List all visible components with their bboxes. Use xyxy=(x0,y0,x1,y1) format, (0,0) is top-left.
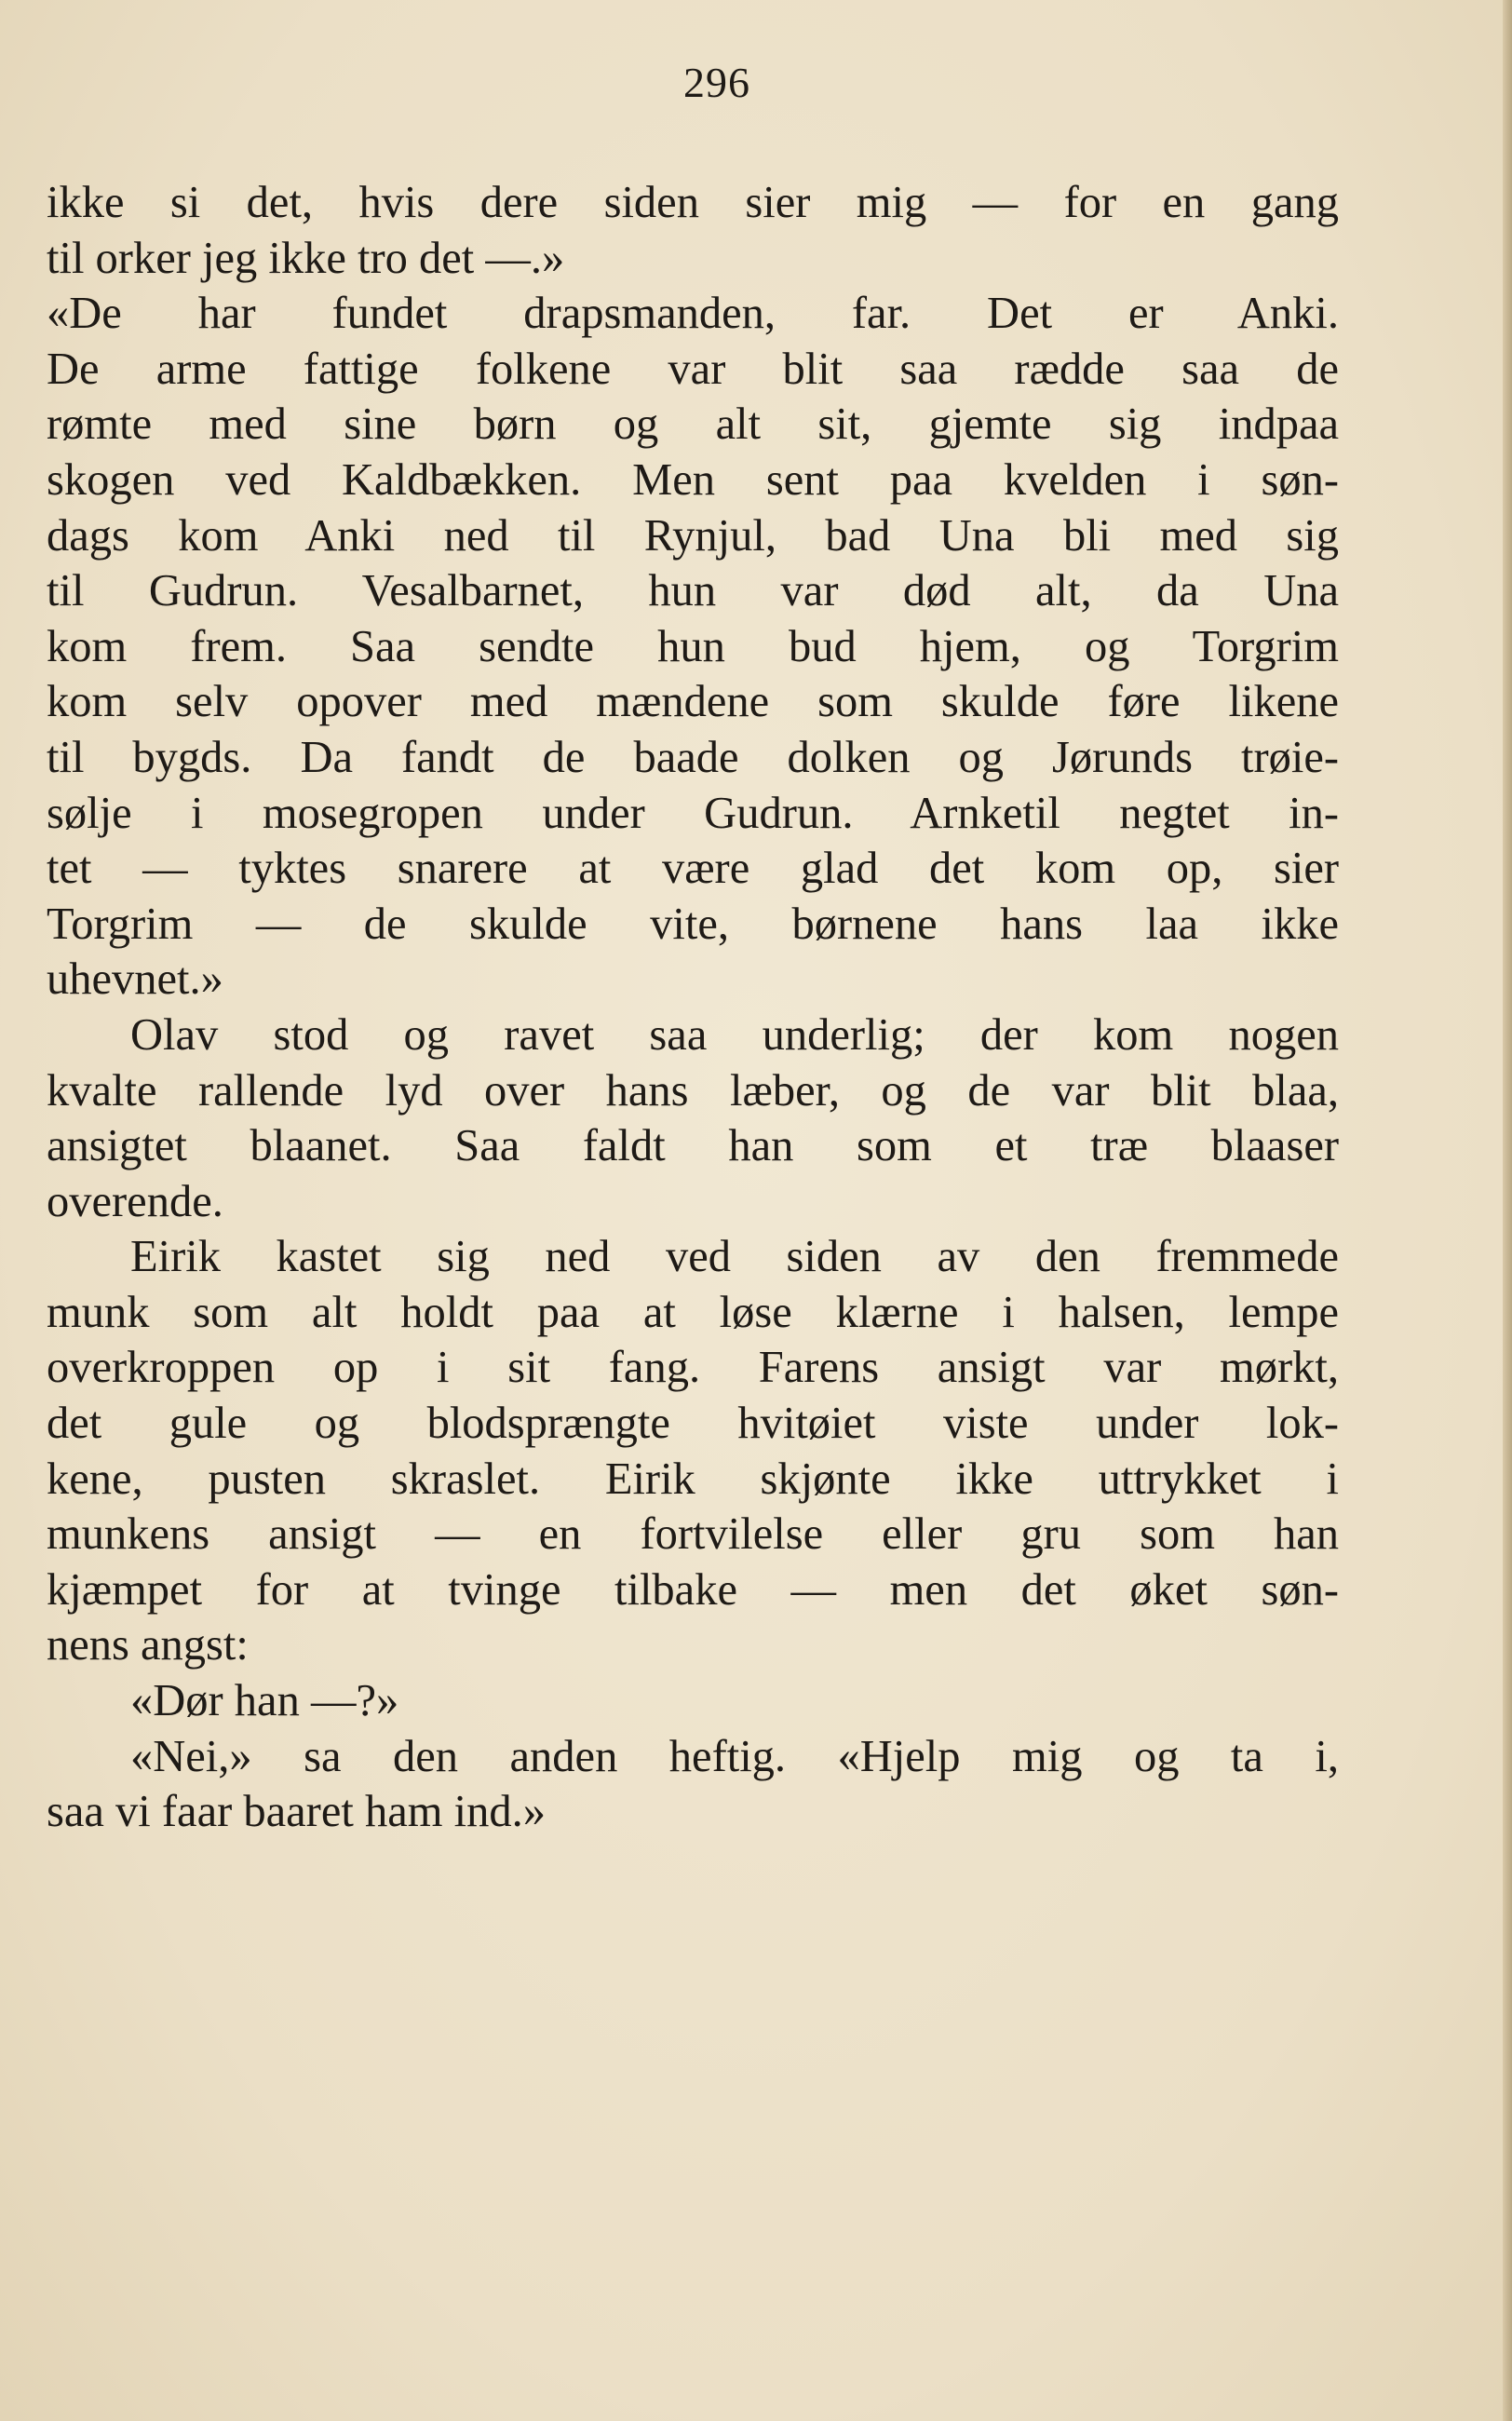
text-line: munkens ansigt — en fortvilelse eller gru som han xyxy=(47,1509,1339,1560)
text-line: «De har fundet drapsmanden, far. Det er Anki. xyxy=(47,289,1339,339)
text-line: sølje i mosegropen under Gudrun. Arnketil negtet in- xyxy=(47,788,1339,838)
body-text xyxy=(47,175,1339,1840)
text-line: overkroppen op i sit fang. Farens ansigt var mørkt, xyxy=(47,1343,1339,1393)
text-line: det gule og blodsprængte hvitøiet viste under lok- xyxy=(47,1399,1339,1449)
text-line: ansigtet blaanet. Saa faldt han som et træ blaaser xyxy=(47,1121,1339,1171)
text-line: nens angst: xyxy=(47,1620,249,1670)
text-line: «Nei,» sa den anden heftig. «Hjelp mig og ta i, xyxy=(130,1731,1339,1781)
text-line: overende. xyxy=(47,1176,223,1226)
text-line: ikke si det, hvis dere siden sier mig — for en gang xyxy=(47,178,1339,227)
text-line: rømte med sine børn og alt sit, gjemte sig indpaa xyxy=(47,399,1339,450)
text-line: til Gudrun. Vesalbarnet, hun var død alt, da Una xyxy=(47,566,1339,616)
text-line: uhevnet.» xyxy=(47,954,223,1005)
text-line: dags kom Anki ned til Rynjul, bad Una bli med sig xyxy=(47,510,1339,561)
text-line: Olav stod og ravet saa underlig; der kom nogen xyxy=(130,1009,1339,1060)
text-line: kom frem. Saa sendte hun bud hjem, og Torgrim xyxy=(47,621,1339,671)
text-line: skogen ved Kaldbækken. Men sent paa kvelden i søn- xyxy=(47,454,1339,505)
text-line: kjæmpet for at tvinge tilbake — men det øket søn- xyxy=(47,1564,1339,1615)
text-line: kvalte rallende lyd over hans læber, og de var blit blaa, xyxy=(47,1065,1339,1116)
page-edge xyxy=(1503,0,1512,2421)
text-line: «Dør han —?» xyxy=(130,1676,399,1726)
page-number: 296 xyxy=(683,59,750,106)
text-line: Eirik kastet sig ned ved siden av den fremmede xyxy=(130,1232,1339,1282)
text-line: munk som alt holdt paa at løse klærne i halsen, lempe xyxy=(47,1287,1339,1337)
text-line: Torgrim — de skulde vite, børnene hans laa ikke xyxy=(47,899,1339,949)
text-line: tet — tyktes snarere at være glad det kom op, sier xyxy=(47,844,1339,894)
text-line: til bygds. Da fandt de baade dolken og Jørunds trøie- xyxy=(47,732,1339,782)
text-line: kom selv opover med mændene som skulde føre likene xyxy=(47,677,1339,727)
text-line: De arme fattige folkene var blit saa rædde saa de xyxy=(47,344,1339,394)
text-line: kene, pusten skraslet. Eirik skjønte ikke uttrykket i xyxy=(47,1454,1339,1504)
text-line: saa vi faar baaret ham ind.» xyxy=(47,1787,546,1837)
text-line: til orker jeg ikke tro det —.» xyxy=(47,233,565,283)
